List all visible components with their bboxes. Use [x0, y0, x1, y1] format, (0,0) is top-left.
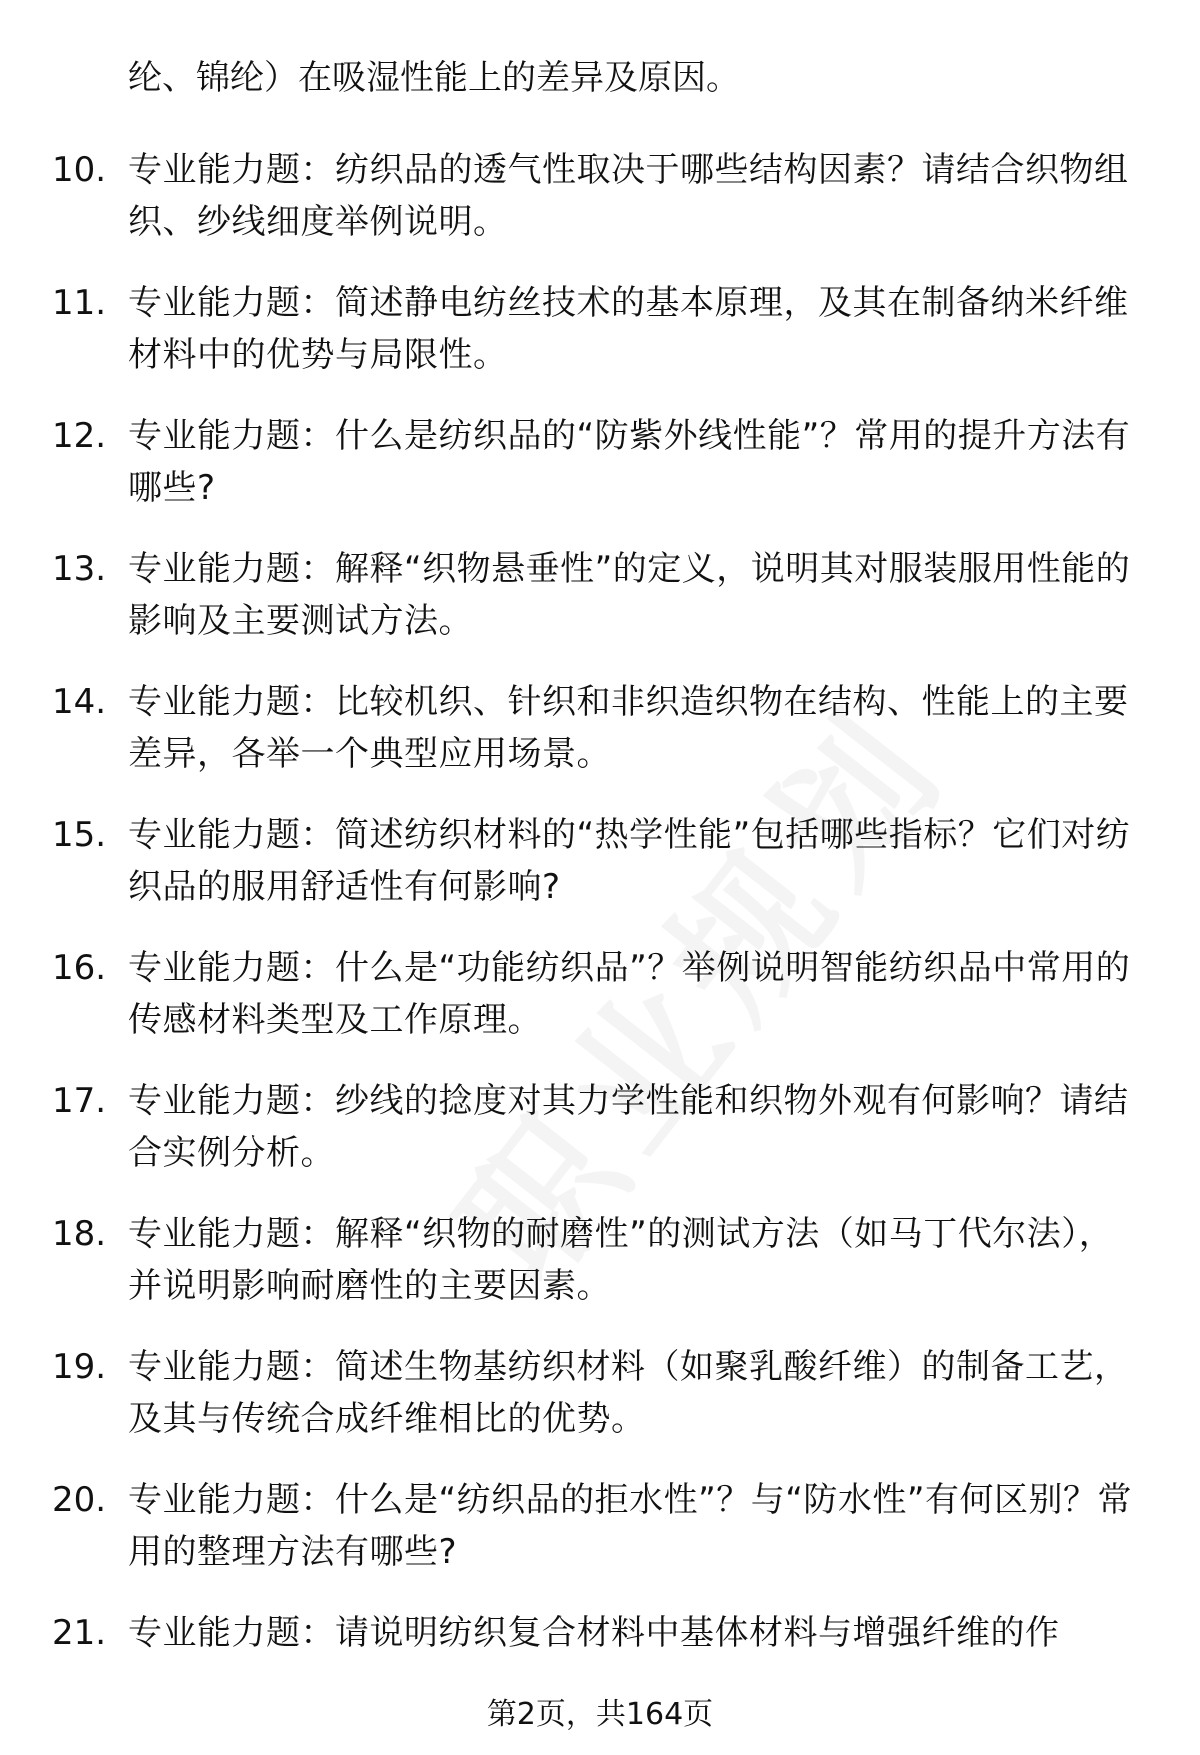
question-number: 10.: [52, 150, 107, 190]
page-footer: 第2页，共164页: [486, 1697, 714, 1732]
question-item: [0, 938, 1200, 1071]
question-item: [0, 406, 1200, 539]
continuation-text: 纶、锦纶）在吸湿性能上的差异及原因。: [128, 58, 740, 98]
question-item: [0, 539, 1200, 672]
question-text: 专业能力题：什么是纺织品的“防紫外线性能”？常用的提升方法有哪些?: [128, 416, 1131, 508]
question-text: 专业能力题：简述静电纺丝技术的基本原理，及其在制备纳米纤维材料中的优势与局限性。: [128, 283, 1129, 375]
question-item: [0, 1337, 1200, 1470]
question-list: [0, 140, 1200, 1736]
question-number: 12.: [52, 416, 107, 456]
question-number: 13.: [52, 549, 107, 589]
question-text: 专业能力题：解释“织物的耐磨性”的测试方法（如马丁代尔法），并说明影响耐磨性的主要因素。: [128, 1214, 1114, 1306]
question-number: 19.: [52, 1347, 107, 1387]
question-text: 专业能力题：比较机织、针织和非织造织物在结构、性能上的主要差异，各举一个典型应用场景。: [128, 682, 1129, 774]
question-text: 专业能力题：简述生物基纺织材料（如聚乳酸纤维）的制备工艺，及其与传统合成纤维相比的优势。: [128, 1347, 1129, 1439]
question-item: [0, 140, 1200, 273]
question-number: 17.: [52, 1081, 107, 1121]
question-number: 11.: [52, 283, 107, 323]
question-text: 专业能力题：什么是“纺织品的拒水性”？与“防水性”有何区别？常用的整理方法有哪些?: [128, 1480, 1132, 1572]
question-number: 15.: [52, 815, 107, 855]
question-number: 14.: [52, 682, 107, 722]
question-item: [0, 1071, 1200, 1204]
question-text: 专业能力题：解释“织物悬垂性”的定义，说明其对服装服用性能的影响及主要测试方法。: [128, 549, 1131, 641]
question-number: 16.: [52, 948, 107, 988]
question-text: 专业能力题：纱线的捻度对其力学性能和织物外观有何影响？请结合实例分析。: [128, 1081, 1129, 1173]
question-item: [0, 1470, 1200, 1603]
question-item: [0, 1204, 1200, 1337]
question-text: 专业能力题：请说明纺织复合材料中基体材料与增强纤维的作: [128, 1613, 1060, 1653]
question-number: 21.: [52, 1613, 107, 1653]
question-number: 20.: [52, 1480, 107, 1520]
question-item: [0, 273, 1200, 406]
question-item: [0, 805, 1200, 938]
question-text: 专业能力题：简述纺织材料的“热学性能”包括哪些指标？它们对纺织品的服用舒适性有何影响?: [128, 815, 1131, 907]
question-item: [0, 672, 1200, 805]
question-text: 专业能力题：什么是“功能纺织品”？举例说明智能纺织品中常用的传感材料类型及工作原理。: [128, 948, 1131, 1040]
question-text: 专业能力题：纺织品的透气性取决于哪些结构因素？请结合织物组织、纱线细度举例说明。: [128, 150, 1129, 242]
question-number: 18.: [52, 1214, 107, 1254]
